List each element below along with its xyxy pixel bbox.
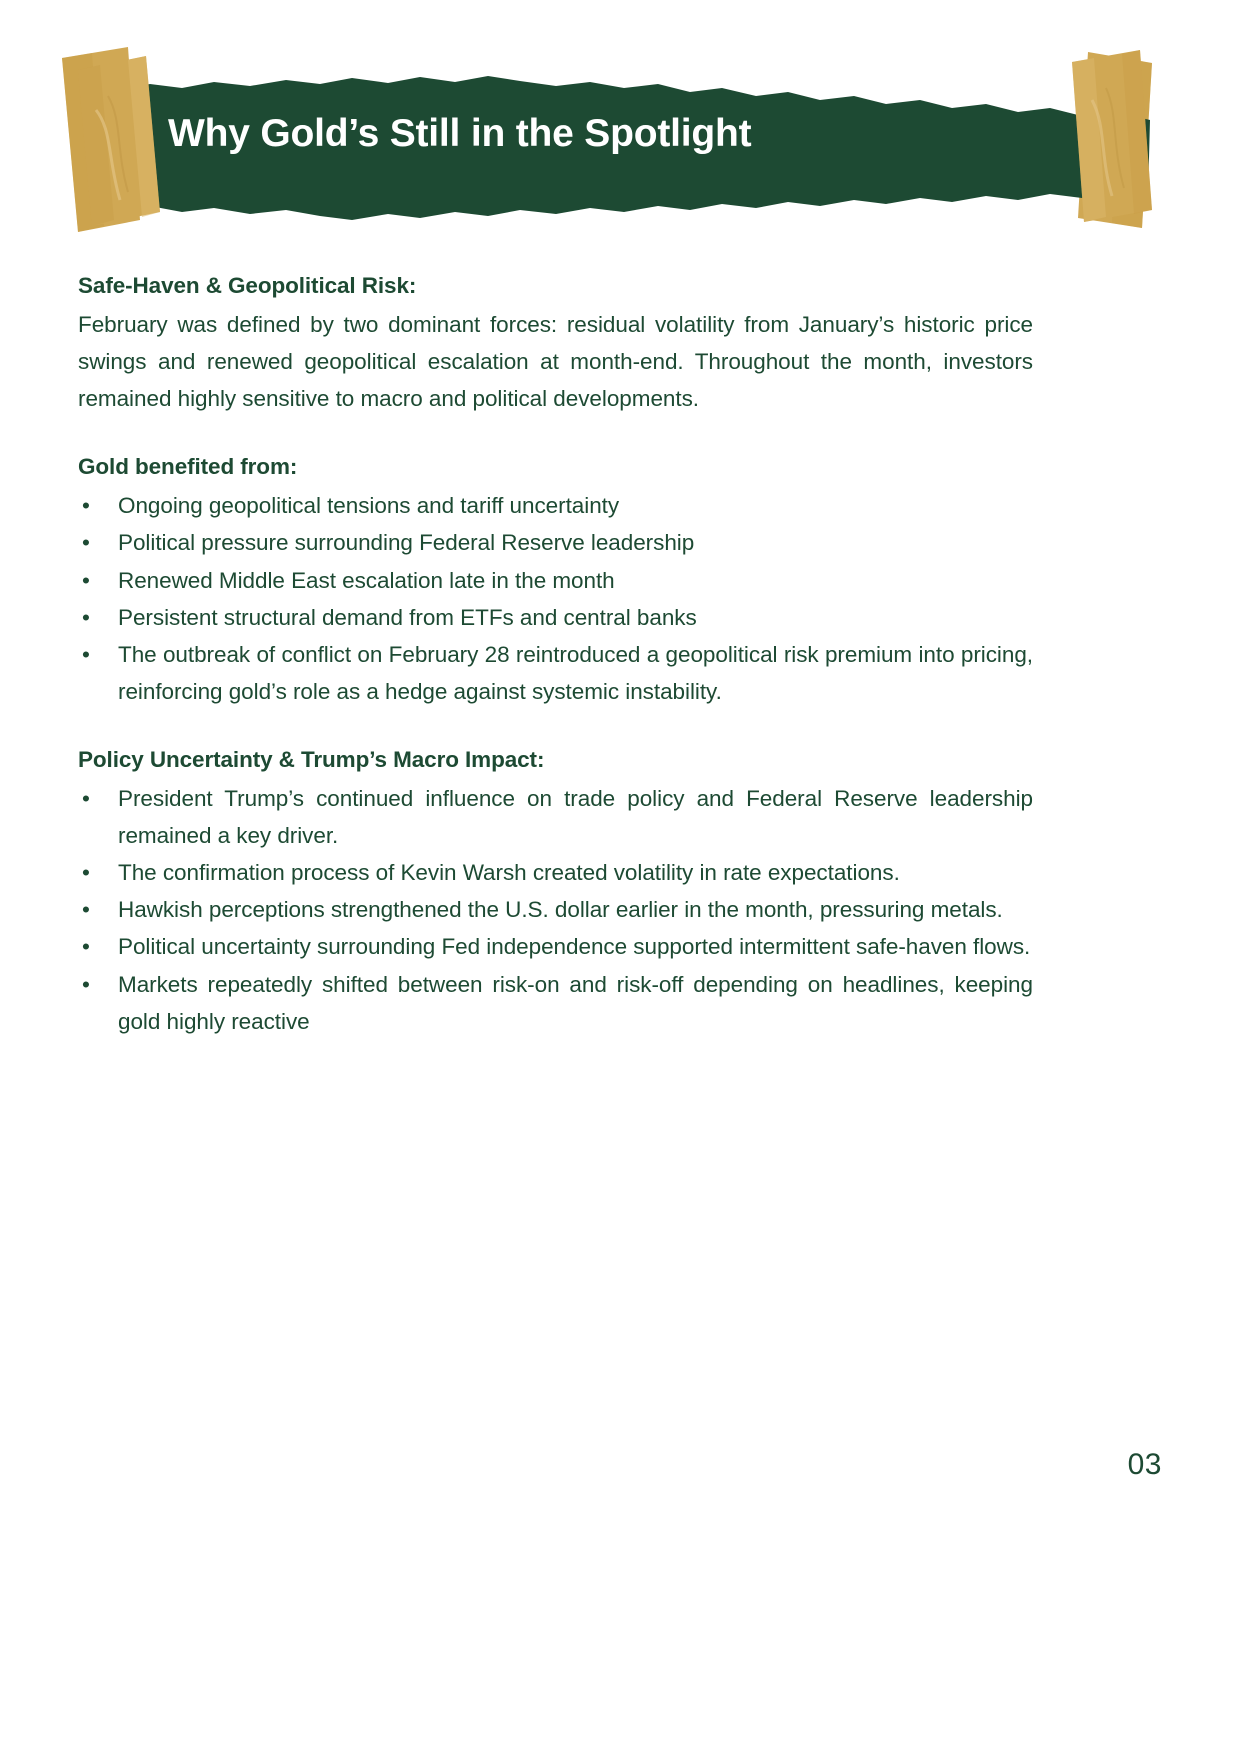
page-number: 03 <box>1127 1448 1162 1481</box>
list-item-text: The confirmation process of Kevin Warsh created volatility in rate expectations. <box>118 860 900 886</box>
section-heading: Policy Uncertainty & Trump’s Macro Impact: <box>78 747 545 772</box>
bullet-marker-icon: • <box>82 604 90 630</box>
list-item <box>78 636 1033 710</box>
list-item-text: Markets repeatedly shifted between risk-on and risk-off depending on headlines, keeping gold highly reactive <box>118 971 1033 1034</box>
bullet-list <box>78 780 1033 1040</box>
section-heading: Safe-Haven & Geopolitical Risk: <box>78 273 417 298</box>
list-item-text: Renewed Middle East escalation late in the month <box>118 567 615 593</box>
right-tape-front <box>1072 50 1152 222</box>
page-title: Why Gold’s Still in the Spotlight <box>168 112 752 155</box>
bullet-marker-icon: • <box>82 897 90 923</box>
list-item <box>78 928 1033 965</box>
bullet-marker-icon: • <box>82 971 90 997</box>
list-item-text: Persistent structural demand from ETFs and central banks <box>118 604 697 630</box>
section-heading: Gold benefited from: <box>78 454 298 480</box>
bullet-marker-icon: • <box>82 785 90 811</box>
bullet-marker-icon: • <box>82 530 90 556</box>
list-item <box>78 599 1033 636</box>
list-item <box>78 966 1033 1040</box>
section-policy-uncertainty <box>78 744 1033 1040</box>
list-item-text: Political uncertainty surrounding Fed independence supported intermittent safe-haven flows. <box>118 934 1031 960</box>
document-body <box>78 270 1033 1040</box>
list-item-text: President Trump’s continued influence on trade policy and Federal Reserve leadership remained a key driver. <box>118 785 1033 849</box>
list-item <box>78 562 1033 599</box>
bullet-marker-icon: • <box>82 493 90 519</box>
section-gold-benefited <box>78 451 1033 710</box>
list-item <box>78 854 1033 891</box>
section-spacer <box>78 417 1033 451</box>
list-item <box>78 780 1033 854</box>
list-item-text: The outbreak of conflict on February 28 reintroduced a geopolitical risk premium into pricing, reinforcing gold’s role as a hedge against systemic instability. <box>118 641 1033 704</box>
bullet-marker-icon: • <box>82 934 90 960</box>
list-item-text: Political pressure surrounding Federal Reserve leadership <box>118 530 695 556</box>
section-safe-haven <box>78 270 1033 417</box>
bullet-list <box>78 487 1033 710</box>
list-item <box>78 487 1033 524</box>
section-spacer <box>78 710 1033 744</box>
bullet-marker-icon: • <box>82 567 90 593</box>
list-item-text: Hawkish perceptions strengthened the U.S. dollar earlier in the month, pressuring metals. <box>118 897 1003 923</box>
page-header-banner <box>0 0 1240 250</box>
bullet-marker-icon: • <box>82 641 90 667</box>
left-tape-front <box>78 56 160 226</box>
section-paragraph: February was defined by two dominant forces: residual volatility from January’s historic price swings and renewed geopolitical escalation at month-end. Throughout the month, investors remained highly sensitive to macro and political developments. <box>78 311 1033 412</box>
bullet-marker-icon: • <box>82 860 90 886</box>
list-item-text: Ongoing geopolitical tensions and tariff uncertainty <box>118 493 620 519</box>
list-item <box>78 524 1033 561</box>
list-item <box>78 891 1033 928</box>
